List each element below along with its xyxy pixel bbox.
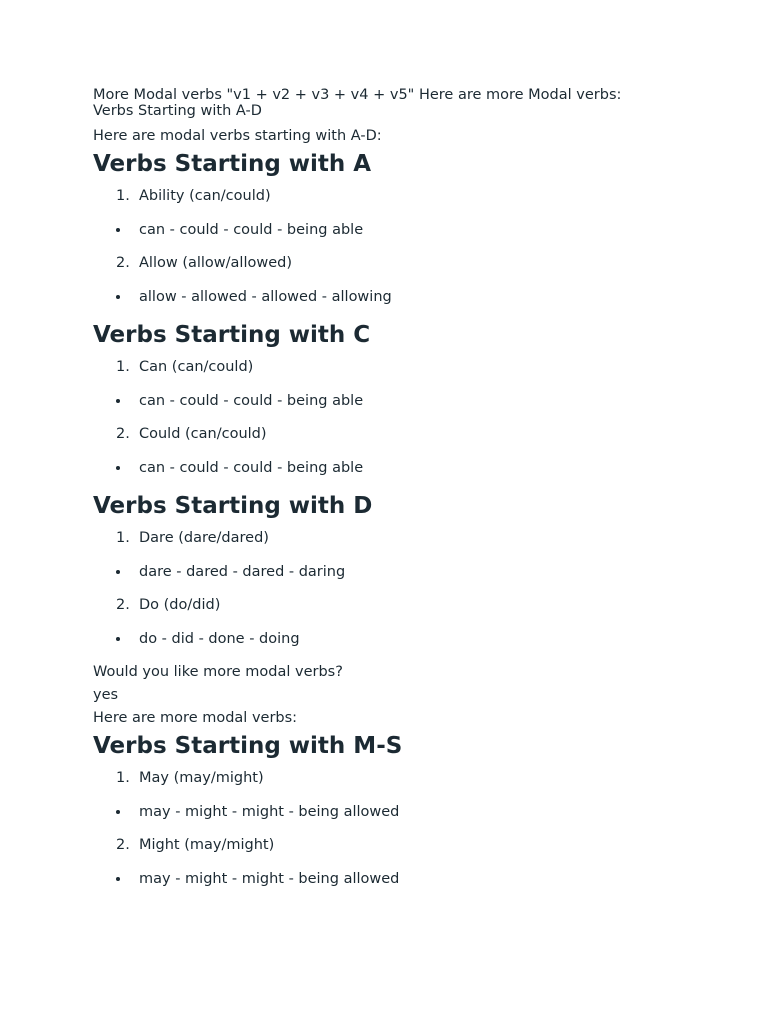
bullet-icon [116, 877, 120, 881]
item-text: may - might - might - being allowed [139, 870, 400, 887]
item-text: May (may/might) [139, 770, 264, 786]
section-c [93, 321, 693, 477]
numbered-item [93, 187, 693, 205]
item-text: can - could - could - being able [139, 459, 364, 476]
item-text: can - could - could - being able [139, 221, 364, 238]
bullet-icon [116, 810, 120, 814]
numbered-item [93, 836, 693, 854]
numbered-item [93, 596, 693, 614]
section-a [93, 150, 693, 306]
bullet-item [93, 459, 693, 477]
followup-question: Would you like more modal verbs? [93, 664, 343, 680]
numbered-item [93, 358, 693, 376]
item-text: can - could - could - being able [139, 392, 364, 409]
item-text: Can (can/could) [139, 359, 254, 375]
bullet-item [93, 221, 693, 239]
item-number: 2. [116, 255, 130, 271]
bullet-icon [116, 295, 120, 299]
item-text: Allow (allow/allowed) [139, 255, 292, 271]
numbered-item [93, 529, 693, 547]
section-heading: Verbs Starting with A [93, 151, 372, 177]
bullet-icon [116, 466, 120, 470]
bullet-item [93, 870, 693, 888]
item-text: allow - allowed - allowed - allowing [139, 288, 392, 305]
intro-line-1: More Modal verbs "v1 + v2 + v3 + v4 + v5" Here are more Modal verbs: [93, 87, 622, 103]
item-text: Dare (dare/dared) [139, 530, 269, 546]
bullet-item [93, 392, 693, 410]
section-d [93, 492, 693, 648]
document-content [93, 87, 693, 903]
item-text: Could (can/could) [139, 426, 267, 442]
item-text: may - might - might - being allowed [139, 803, 400, 820]
numbered-item [93, 254, 693, 272]
item-number: 2. [116, 837, 130, 853]
intro-paragraph [93, 87, 693, 119]
item-text: Do (do/did) [139, 597, 221, 613]
followup-lead: Here are more modal verbs: [93, 710, 298, 726]
item-number: 1. [116, 770, 130, 786]
bullet-icon [116, 570, 120, 574]
intro-line-2: Verbs Starting with A-D [93, 103, 262, 119]
item-text: Might (may/might) [139, 837, 275, 853]
bullet-icon [116, 399, 120, 403]
section-m-s [93, 732, 693, 888]
item-number: 1. [116, 359, 130, 375]
bullet-icon [116, 637, 120, 641]
section-heading: Verbs Starting with M-S [93, 733, 403, 759]
bullet-item [93, 803, 693, 821]
item-number: 2. [116, 426, 130, 442]
item-number: 2. [116, 597, 130, 613]
bullet-icon [116, 228, 120, 232]
bullet-item [93, 288, 693, 306]
bullet-item [93, 630, 693, 648]
item-text: dare - dared - dared - daring [139, 563, 346, 580]
bullet-item [93, 563, 693, 581]
section-heading: Verbs Starting with C [93, 322, 371, 348]
item-text: do - did - done - doing [139, 630, 300, 647]
intro-line-3: Here are modal verbs starting with A-D: [93, 128, 382, 144]
numbered-item [93, 425, 693, 443]
section-heading: Verbs Starting with D [93, 493, 373, 519]
item-number: 1. [116, 530, 130, 546]
numbered-item [93, 769, 693, 787]
item-text: Ability (can/could) [139, 188, 271, 204]
item-number: 1. [116, 188, 130, 204]
followup-answer: yes [93, 687, 119, 703]
